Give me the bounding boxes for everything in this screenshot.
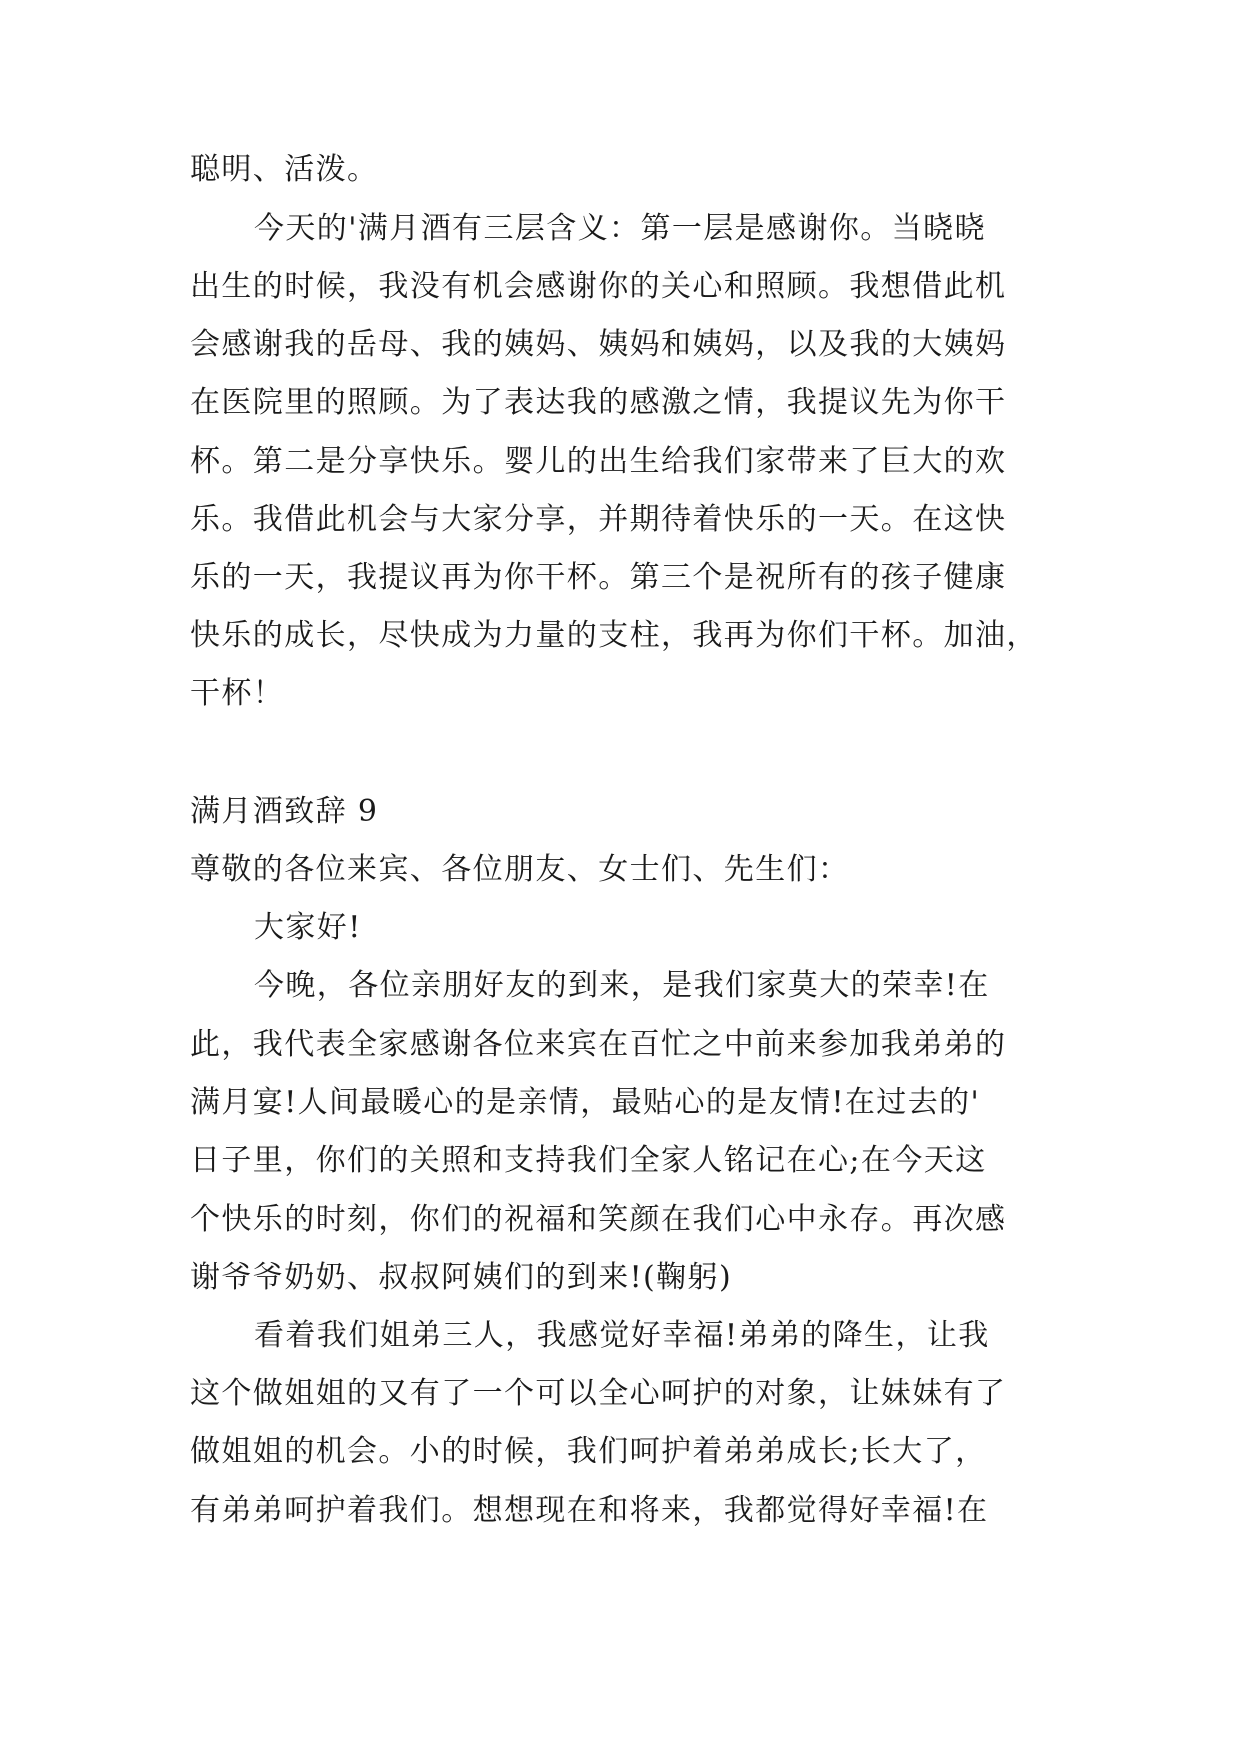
paragraph-line: 此，我代表全家感谢各位来宾在百忙之中前来参加我弟弟的 — [190, 1027, 1007, 1062]
paragraph-line: 今天的'满月酒有三层含义：第一层是感谢你。当晓晓 — [254, 211, 986, 246]
paragraph-line: 谢爷爷奶奶、叔叔阿姨们的到来!(鞠躬) — [190, 1260, 733, 1295]
salutation: 尊敬的各位来宾、各位朋友、女士们、先生们： — [190, 852, 850, 887]
paragraph-line: 看着我们姐弟三人，我感觉好幸福!弟弟的降生，让我 — [254, 1318, 990, 1353]
paragraph-line: 快乐的成长，尽快成为力量的支柱，我再为你们干杯。加油， — [190, 618, 1038, 653]
paragraph-line: 这个做姐姐的又有了一个可以全心呵护的对象，让妹妹有了 — [190, 1376, 1007, 1411]
paragraph-line: 出生的时候，我没有机会感谢你的关心和照顾。我想借此机 — [190, 269, 1007, 304]
paragraph-line: 日子里，你们的关照和支持我们全家人铭记在心;在今天这 — [190, 1143, 987, 1178]
greeting: 大家好! — [254, 910, 362, 945]
paragraph-line: 杯。第二是分享快乐。婴儿的出生给我们家带来了巨大的欢 — [190, 444, 1007, 479]
paragraph-line: 今晚，各位亲朋好友的到来，是我们家莫大的荣幸!在 — [254, 968, 990, 1003]
paragraph-line: 做姐姐的机会。小的时候，我们呵护着弟弟成长;长大了， — [190, 1434, 987, 1469]
document-page — [190, 0, 1056, 1754]
paragraph-line: 有弟弟呵护着我们。想想现在和将来，我都觉得好幸福!在 — [190, 1493, 989, 1528]
paragraph-line: 干杯！ — [190, 676, 285, 711]
paragraph-line: 聪明、活泼。 — [190, 152, 379, 187]
paragraph-line: 在医院里的照顾。为了表达我的感激之情，我提议先为你干 — [190, 385, 1007, 420]
section-heading: 满月酒致辞 9 — [190, 794, 379, 829]
paragraph-line: 满月宴!人间最暖心的是亲情，最贴心的是友情!在过去的' — [190, 1085, 981, 1120]
paragraph-line: 乐的一天，我提议再为你干杯。第三个是祝所有的孩子健康 — [190, 560, 1007, 595]
paragraph-line: 乐。我借此机会与大家分享，并期待着快乐的一天。在这快 — [190, 502, 1007, 537]
paragraph-line: 会感谢我的岳母、我的姨妈、姨妈和姨妈，以及我的大姨妈 — [190, 327, 1007, 362]
paragraph-line: 个快乐的时刻，你们的祝福和笑颜在我们心中永存。再次感 — [190, 1202, 1007, 1237]
